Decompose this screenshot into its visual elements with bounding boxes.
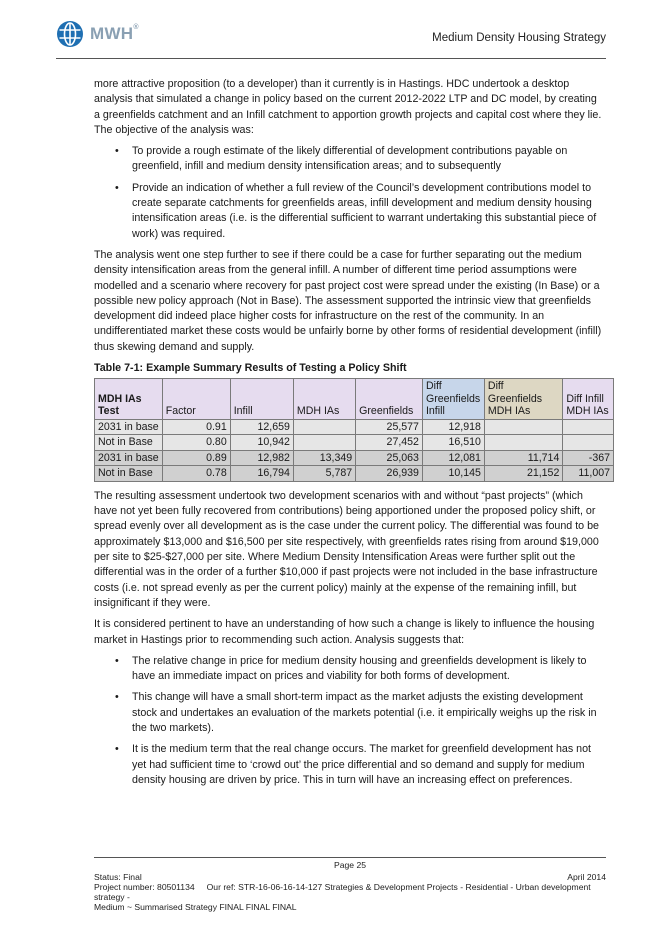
footer-reference: [94, 882, 606, 902]
mwh-logo: [56, 20, 139, 48]
project-number: Project number: 80501134: [94, 882, 195, 892]
table-header: Greenfields: [356, 379, 423, 420]
table-caption: Table 7-1: Example Summary Results of Testing a Policy Shift: [94, 362, 407, 375]
footer-divider: [94, 857, 606, 858]
finding-item: • This change will have a small short-term impact as the market adjusts the existing development stock and undertakes an evaluation of the markets potential (i.e. it empirically weighs up the risk in the two markets).: [94, 690, 604, 736]
bullet-icon: •: [115, 145, 119, 158]
page-footer: [94, 857, 606, 912]
intro-paragraph: more attractive proposition (to a developer) than it currently is in Hastings. HDC undertook a desktop analysis that simulated a change in policy based on the current 2012-2022 LTP and DC model, by creating a greenfields catchment and an Infill catchment to apportion growth projects and capital cost where they lie. The objective of the analysis was:: [94, 78, 602, 136]
objective-item: • To provide a rough estimate of the likely differential of development contributions payable on greenfield, infill and medium density intensification areas; and to subsequently: [94, 144, 604, 175]
page-number: Page 25: [333, 860, 367, 870]
table-row: 2031 in base 0.89 12,982 13,349 25,063 12,081 11,714 -367: [95, 450, 614, 466]
page-body: [94, 77, 610, 794]
page-header: [56, 20, 606, 64]
table-row: Not in Base 0.80 10,942 27,452 16,510: [95, 435, 614, 451]
status-text: Status: Final: [94, 872, 142, 882]
table-header: Diff Greenfields Infill: [422, 379, 484, 420]
document-title: Medium Density Housing Strategy: [432, 32, 606, 44]
analysis-paragraph: The analysis went one step further to see if there could be a case for further separating out the medium density intensification areas from the general infill. A number of different time period assumptions were modelled and a scenario where recovery for past project cost were spread under the existing (In Base) or a possible new policy approach (Not in Base). The assessment supported the intrinsic view that greenfields development did indeed place higher costs for infrastructure on the rest of the community. In an undifferentiated market these costs would be unfairly borne by other forms of residential development (infill) thus skewing demand and supply.: [94, 248, 602, 353]
our-ref: Our ref: STR-16-06-16-14-127 Strategies & Development Projects - Residential - Urban development strategy -: [94, 882, 591, 902]
table-row: 2031 in base 0.91 12,659 25,577 12,918: [95, 419, 614, 435]
table-header: MDH IAs Test: [95, 379, 163, 420]
summary-table: [94, 378, 614, 482]
logo-text: MWH®: [90, 24, 139, 43]
pertinent-paragraph: It is considered pertinent to have an understanding of how such a change is likely to influence the housing market in Hastings prior to recommending such action. Analysis suggests that:: [94, 618, 595, 646]
objective-item: • Provide an indication of whether a full review of the Council’s development contributions model to create separate catchments for greenfields areas, infill development and medium density housing intensification areas (i.e. is the differential sufficient to warrant undertaking this substantial piece of work) was required.: [94, 181, 604, 242]
bullet-icon: •: [115, 181, 119, 194]
finding-item: • The relative change in price for medium density housing and greenfields development is likely to have an immediate impact on prices and viability for both forms of development.: [94, 654, 604, 685]
table-header: MDH IAs: [293, 379, 355, 420]
date-text: April 2014: [567, 872, 606, 882]
result-paragraph: The resulting assessment undertook two development scenarios with and without “past projects” (which have not yet been fully recovered from contributions) being apportioned under the proposed policy shift, or spread evenly over all development as is the case under the current policy. The differential was found to be approximately $13,000 and $16,500 per site respectively, with greenfields rates rising from around $19,000 per site to $25-$27,000 per site. Where Medium Density Intensification Areas were further split out the differential was in the order of a further $10,000 if past projects were not included in the base infrastructure costs (i.e. not spread evenly as per the current policy) mainly at the expense of the remaining infill, but insignificant if they were.: [94, 489, 599, 609]
footer-status-row: [94, 872, 606, 882]
table-header: Factor: [162, 379, 230, 420]
footer-reference-cont: Medium ~ Summarised Strategy FINAL FINAL FINAL: [94, 902, 297, 912]
table-header-row: [95, 379, 614, 420]
bullet-icon: •: [115, 691, 119, 704]
table-header: Infill: [230, 379, 293, 420]
globe-icon: [56, 20, 84, 48]
table-row: Not in Base 0.78 16,794 5,787 26,939 10,145 21,152 11,007: [95, 466, 614, 482]
table-header: Diff Greenfields MDH IAs: [484, 379, 562, 420]
header-divider: [56, 58, 606, 59]
finding-item: • It is the medium term that the real change occurs. The market for greenfield development has not yet had sufficient time to ‘crowd out’ the price differential and so demand and supply for medium density housing are driven by price. This in turn will have an increasing effect on preferences.: [94, 742, 604, 788]
bullet-icon: •: [115, 743, 119, 756]
table-header: Diff Infill MDH IAs: [563, 379, 614, 420]
bullet-icon: •: [115, 654, 119, 667]
